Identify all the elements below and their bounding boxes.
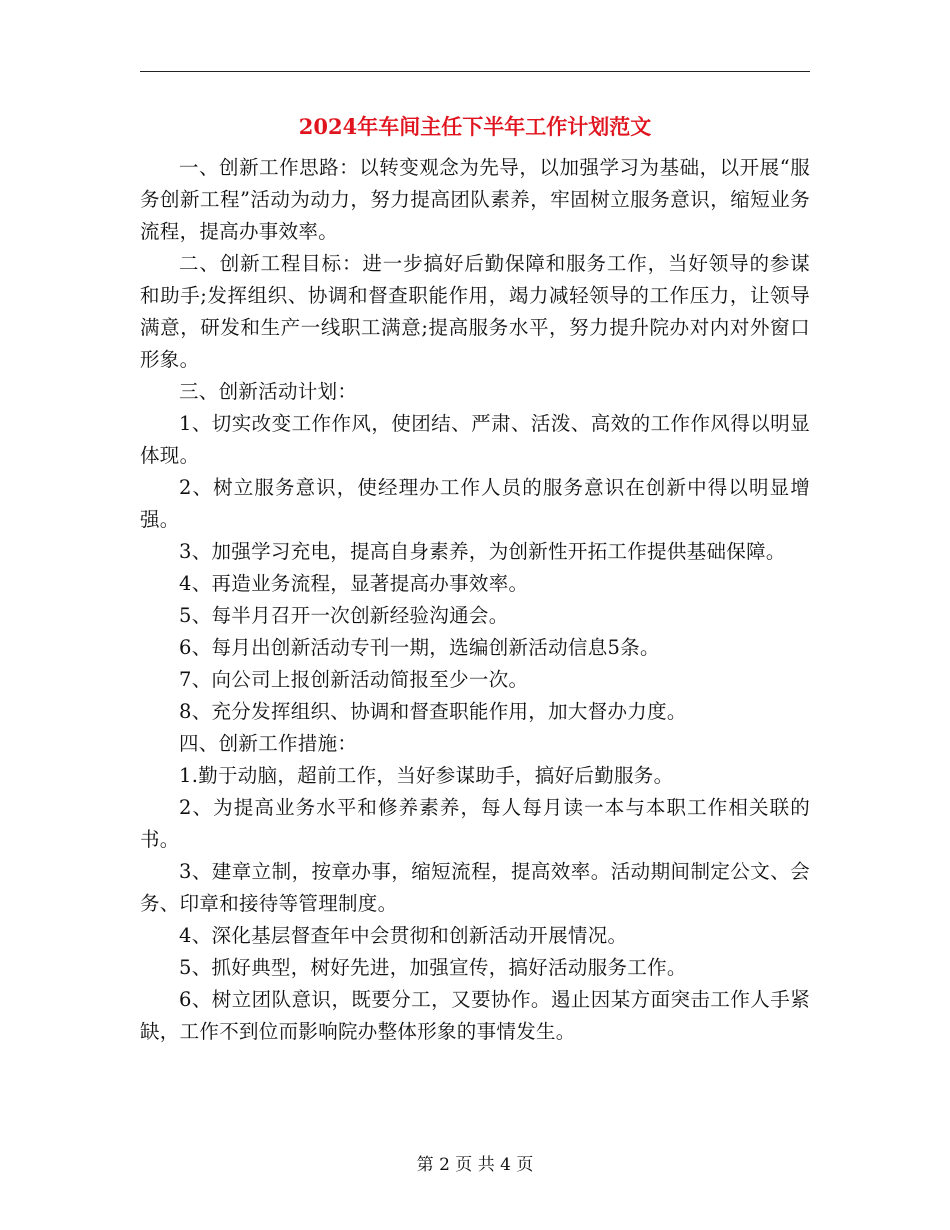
plan-item-3: 3、加强学习充电，提高自身素养，为创新性开拓工作提供基础保障。	[179, 540, 786, 563]
paragraph-innovation-approach: 一、创新工作思路：以转变观念为先导，以加强学习为基础，以开展“服务创新工程”活动为动力，努力提高团队素养，牢固树立服务意识，缩短业务流程，提高办事效率。	[140, 156, 810, 243]
plan-item-1: 1、切实改变工作作风，使团结、严肃、活泼、高效的工作作风得以明显体现。	[140, 412, 810, 467]
measure-item-2: 2、为提高业务水平和修养素养，每人每月读一本与本职工作相关联的书。	[140, 796, 810, 851]
document-title: 2024年车间主任下半年工作计划范文	[298, 114, 652, 139]
plan-item-4: 4、再造业务流程，显著提高办事效率。	[179, 572, 529, 595]
page-indicator: 第 2 页 共 4 页	[416, 1155, 534, 1175]
measure-item-4: 4、深化基层督查年中会贯彻和创新活动开展情况。	[179, 924, 628, 947]
plan-item-2: 2、树立服务意识，使经理办工作人员的服务意识在创新中得以明显增强。	[140, 476, 810, 531]
plan-item-8: 8、充分发挥组织、协调和督查职能作用，加大督办力度。	[179, 700, 687, 723]
header-rule	[140, 71, 810, 72]
plan-item-7: 7、向公司上报创新活动简报至少一次。	[179, 668, 529, 691]
plan-item-6: 6、每月出创新活动专刊一期，选编创新活动信息5条。	[179, 636, 660, 659]
heading-work-measures: 四、创新工作措施：	[179, 732, 358, 755]
document-body	[140, 152, 810, 1048]
measure-item-1: 1.勤于动脑，超前工作，当好参谋助手，搞好后勤服务。	[179, 764, 674, 787]
plan-item-5: 5、每半月召开一次创新经验沟通会。	[179, 604, 509, 627]
measure-item-3: 3、建章立制，按章办事，缩短流程，提高效率。活动期间制定公文、会务、印章和接待等管理制度。	[140, 860, 810, 915]
measure-item-5: 5、抓好典型，树好先进，加强宣传，搞好活动服务工作。	[179, 956, 687, 979]
paragraph-innovation-goals: 二、创新工程目标：进一步搞好后勤保障和服务工作，当好领导的参谋和助手;发挥组织、协调和督查职能作用，竭力减轻领导的工作压力，让领导满意，研发和生产一线职工满意;提高服务水平，努力提升院办对内对外窗口形象。	[140, 252, 810, 371]
measure-item-6: 6、树立团队意识，既要分工，又要协作。遏止因某方面突击工作人手紧缺，工作不到位而影响院办整体形象的事情发生。	[140, 988, 810, 1043]
heading-activity-plan: 三、创新活动计划：	[179, 380, 358, 403]
document-page	[140, 0, 810, 1230]
